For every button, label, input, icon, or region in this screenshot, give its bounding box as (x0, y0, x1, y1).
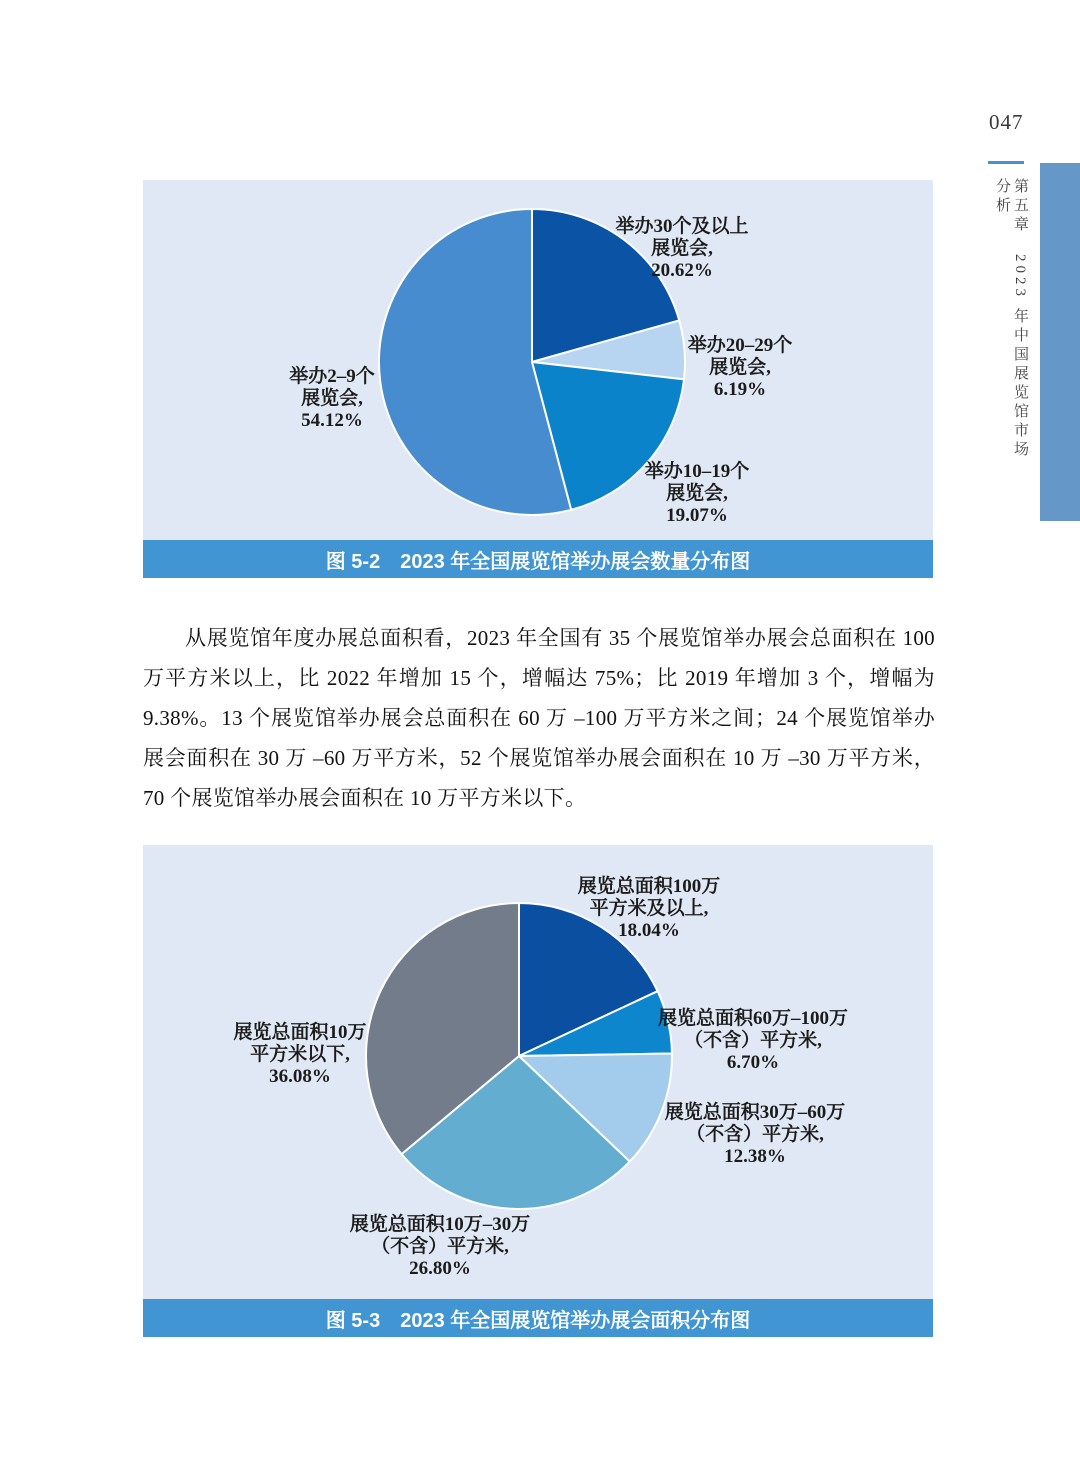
slice-label-2-9: 举办2–9个 展览会, 54.12% (289, 366, 375, 431)
caption-title: 2023 年全国展览馆举办展会数量分布图 (400, 550, 751, 573)
sidebar-accent-bar (1040, 163, 1080, 521)
slice-label-20-29: 举办20–29个 展览会, 6.19% (687, 335, 793, 400)
header-rule (988, 161, 1024, 164)
slice-label-30plus: 举办30个及以上 展览会, 20.62% (615, 216, 749, 281)
slice-label-area-30-60w: 展览总面积30万–60万 （不含）平方米, 12.38% (664, 1102, 846, 1167)
slice-label-10-19: 举办10–19个 展览会, 19.07% (644, 461, 750, 526)
figure-5-3-panel (143, 845, 933, 1299)
body-paragraph: 从展览馆年度办展总面积看，2023 年全国有 35 个展览馆举办展会总面积在 100 万平方米以上，比 2022 年增加 15 个，增幅达 75%；比 2019 年增加 3 个，增幅为 9.38%。13 个展览馆举办展会总面积在 60 万 –100 万平方米之间；24 个展览馆举办展会面积在 30 万 –60 万平方米，52 个展览馆举办展会面积在 10 万 –30 万平方米，70 个展览馆举办展会面积在 10 万平方米以下。 (143, 626, 935, 810)
slice-label-area-60-100w: 展览总面积60万–100万 （不含）平方米, 6.70% (657, 1008, 849, 1073)
figure-5-2-caption (143, 540, 933, 578)
slice-label-area-100w-plus: 展览总面积100万 平方米及以上, 18.04% (577, 876, 721, 941)
figure-5-2-panel (143, 180, 933, 540)
caption-label: 图 5-2 (325, 550, 381, 573)
figure-5-3-caption (143, 1299, 933, 1337)
slice-label-area-under-10w: 展览总面积10万 平方米以下, 36.08% (233, 1022, 367, 1087)
caption-title: 2023 年全国展览馆举办展会面积分布图 (400, 1309, 751, 1332)
sidebar-chapter-title: 第五章 2023 年中国展览馆市场分析 (994, 178, 1028, 460)
page-number: 047 (989, 110, 1024, 134)
slice-label-area-10-30w: 展览总面积10万–30万 （不含）平方米, 26.80% (349, 1214, 531, 1279)
caption-label: 图 5-3 (325, 1309, 381, 1332)
pie-chart-exhibition-count (143, 180, 933, 540)
